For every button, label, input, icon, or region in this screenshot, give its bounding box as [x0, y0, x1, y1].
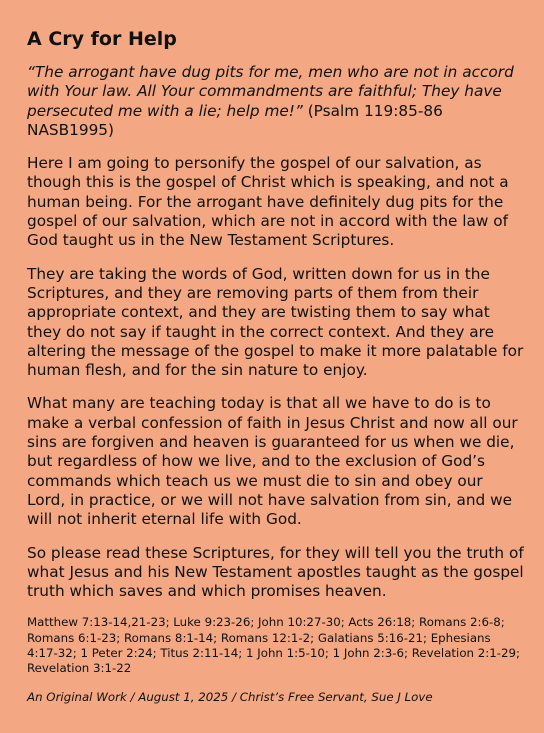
quote-text: “The arrogant have dug pits for me, men who are not in accord with Your law. All Your commandments are faithful; They have persecuted me with a lie; help me!”: [27, 63, 514, 120]
scripture-references: Matthew 7:13-14,21-23; Luke 9:23-26; John 10:27-30; Acts 26:18; Romans 2:6-8; Romans 6:1-23; Romans 8:1-14; Romans 12:1-2; Galatians 5:16-21; Ephesians 4:17-32; 1 Peter 2:24; Titus 2:11-14; 1 John 1:5-10; 1 John 2:3-6; Revelation 2:1-29; Revelation 3:1-22: [27, 615, 520, 676]
body-paragraph-1: Here I am going to personify the gospel of our salvation, as though this is the gospel of Christ which is speaking, and not a human being. For the arrogant have definitely dug pits for the gospel of our salvation, which are not in accord with the law of God taught us in the New Testament Scriptures.: [27, 154, 509, 250]
scripture-quote: [27, 63, 524, 140]
body-paragraph-4: So please read these Scriptures, for they will tell you the truth of what Jesus and his New Testament apostles taught as the gospel truth which saves and which promises heaven.: [27, 543, 524, 601]
body-paragraph-2: They are taking the words of God, written down for us in the Scriptures, and they are removing parts of them from their appropriate context, and they are twisting them to say what they do not say if taught in the correct context. And they are altering the message of the gospel to make it more palatable for human flesh, and for the sin nature to enjoy.: [27, 264, 524, 380]
page-title: A Cry for Help: [27, 28, 177, 50]
footer-attribution: An Original Work / August 1, 2025 / Christ’s Free Servant, Sue J Love: [27, 689, 433, 704]
quote-citation: (Psalm 119:85-86 NASB1995): [27, 101, 443, 139]
body-paragraph-3: What many are teaching today is that all we have to do is to make a verbal confession of faith in Jesus Christ and now all our sins are forgiven and heaven is guaranteed for us when we die, but regardless of how we live, and to the exclusion of God’s commands which teach us we must die to sin and obey our Lord, in practice, or we will not have salvation from sin, and we will not inherit eternal life with God.: [27, 394, 518, 529]
